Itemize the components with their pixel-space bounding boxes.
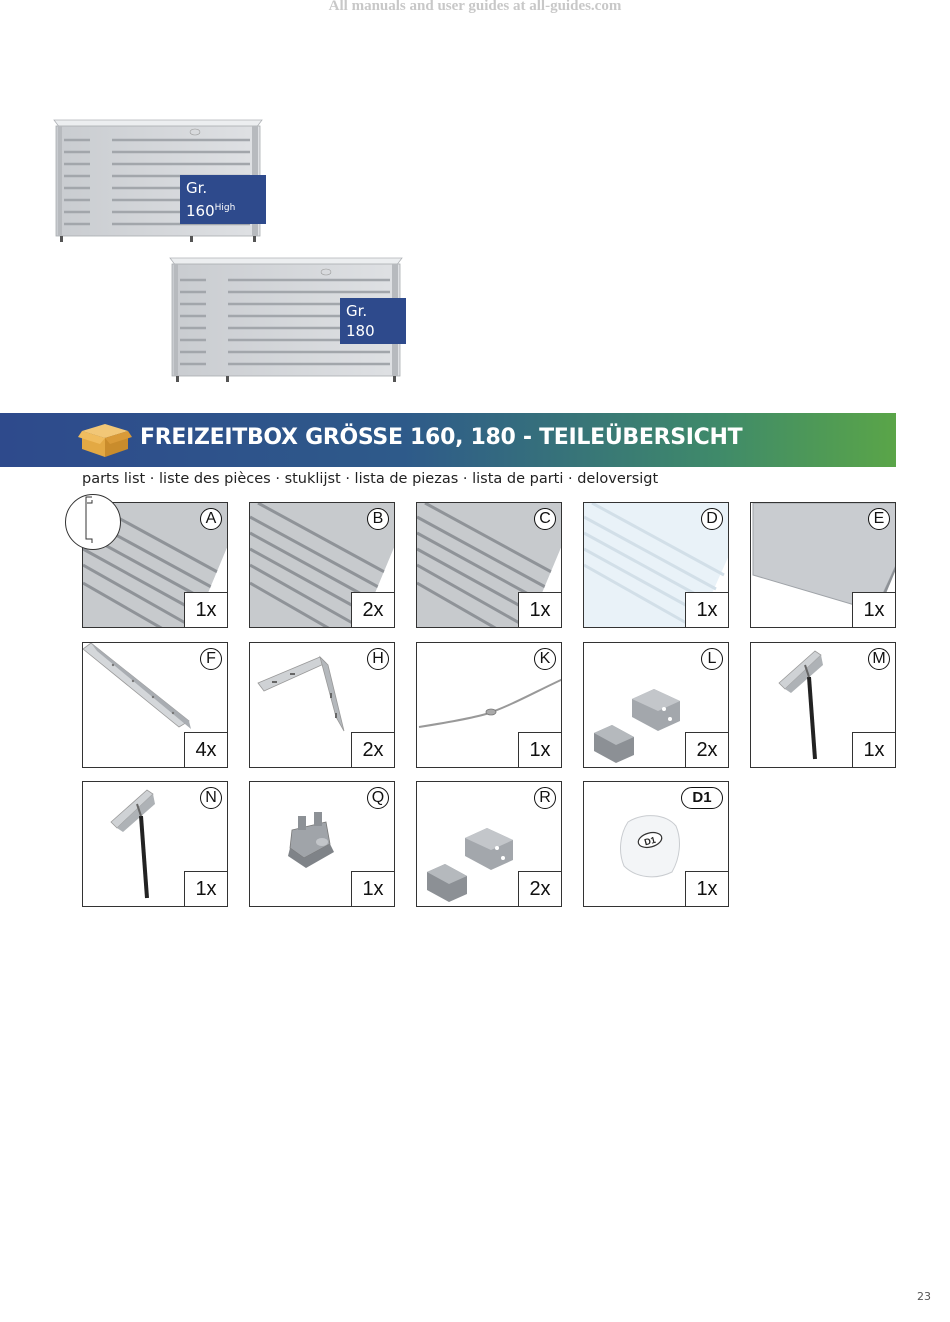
part-letter: H [367, 648, 389, 670]
part-quantity: 1x [685, 871, 729, 907]
watermark: All manuals and user guides at all-guides.com [328, 0, 622, 14]
part-quantity: 1x [351, 871, 395, 907]
part-card-d1 [583, 781, 729, 907]
size-badge-180 [340, 298, 406, 344]
part-quantity: 1x [852, 592, 896, 628]
part-letter: B [367, 508, 389, 530]
part-card-r [416, 781, 562, 907]
part-quantity: 1x [184, 871, 228, 907]
size-label: Gr. 180 [346, 302, 375, 340]
part-quantity: 1x [518, 592, 562, 628]
part-card-n [82, 781, 228, 907]
product-image-160 [50, 112, 266, 258]
part-card-h [249, 642, 395, 768]
part-card-q [249, 781, 395, 907]
part-quantity: 4x [184, 732, 228, 768]
size-superscript: High [214, 203, 236, 213]
part-card-k [416, 642, 562, 768]
profile-detail-circle [65, 494, 121, 550]
part-card-m [750, 642, 896, 768]
size-label: Gr. 160 [186, 179, 215, 220]
part-quantity: 2x [518, 871, 562, 907]
part-letter: E [868, 508, 890, 530]
part-card-d [583, 502, 729, 628]
product-image-180 [166, 250, 406, 386]
size-badge-160 [180, 175, 266, 224]
part-letter: F [200, 648, 222, 670]
part-quantity: 1x [184, 592, 228, 628]
profile-section-icon [66, 495, 120, 549]
part-card-f [82, 642, 228, 768]
part-quantity: 1x [685, 592, 729, 628]
section-banner [0, 413, 896, 467]
part-letter: Q [367, 787, 389, 809]
part-letter: N [200, 787, 222, 809]
part-quantity: 2x [351, 732, 395, 768]
part-quantity: 1x [518, 732, 562, 768]
page-number: 23 [917, 1290, 931, 1303]
part-letter: D [701, 508, 723, 530]
part-letter: M [868, 648, 890, 670]
part-letter: C [534, 508, 556, 530]
subtitle-languages: parts list · liste des pièces · stuklijst · lista de piezas · lista de parti · deloversigt [82, 471, 659, 487]
page-title: FREIZEITBOX GRÖSSE 160, 180 - TEILEÜBERSICHT [140, 425, 743, 450]
part-letter: L [701, 648, 723, 670]
part-card-l [583, 642, 729, 768]
part-letter: K [534, 648, 556, 670]
bag-label: D1 [643, 834, 657, 848]
part-letter: R [534, 787, 556, 809]
part-letter: A [200, 508, 222, 530]
box-icon [78, 421, 132, 459]
part-quantity: 1x [852, 732, 896, 768]
part-card-e [750, 502, 896, 628]
part-quantity: 2x [685, 732, 729, 768]
part-letter: D1 [681, 787, 723, 809]
part-card-c [416, 502, 562, 628]
part-card-b [249, 502, 395, 628]
part-quantity: 2x [351, 592, 395, 628]
